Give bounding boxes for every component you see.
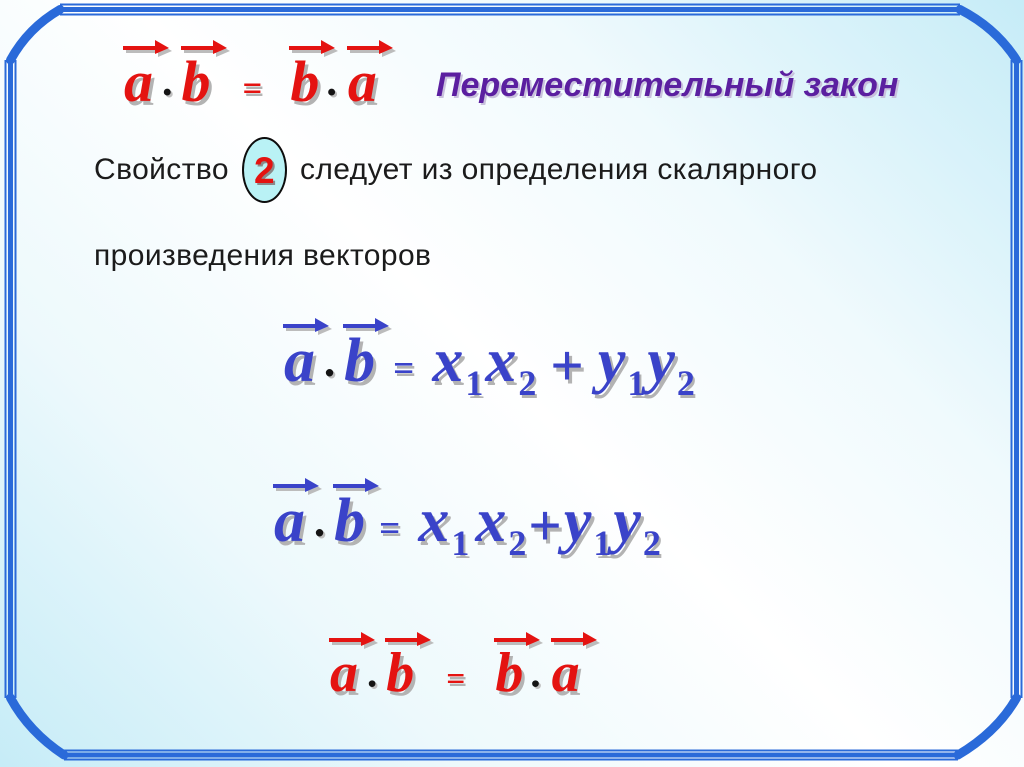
variable-y1: y: [563, 487, 592, 555]
equals-sign: =: [393, 348, 415, 390]
variable-x1: x: [432, 327, 464, 395]
dot-operator: •: [368, 670, 377, 697]
vector-letter-a: a: [551, 642, 580, 704]
property-number-badge: [242, 137, 287, 203]
equals-sign: =: [242, 69, 263, 109]
vector-letter-a: a: [284, 327, 315, 395]
vector-arrow-icon: [122, 37, 170, 55]
subscript-2: 2: [676, 363, 695, 404]
vector-arrow-icon: [288, 37, 336, 55]
subscript-1: 1: [627, 363, 646, 404]
variable-y2: y: [613, 487, 641, 555]
vector-letter-a: a: [347, 49, 377, 114]
statement-rest: следует из определения скалярного: [299, 153, 818, 186]
corner-swoosh-top-left: [11, 10, 61, 61]
vector-a: [284, 327, 315, 395]
vector-arrow-icon: [328, 629, 376, 647]
dot-operator: •: [327, 79, 336, 107]
vector-b: [386, 642, 415, 704]
statement-line-1: [94, 137, 818, 203]
subscript-1: 1: [465, 363, 484, 404]
vector-letter-b: b: [386, 642, 415, 704]
vector-arrow-icon: [384, 629, 432, 647]
statement-lead: Свойство: [94, 153, 229, 186]
subscript-2: 2: [518, 363, 537, 404]
vector-b: [334, 487, 366, 555]
variable-y2: y: [647, 327, 675, 395]
vector-b: [181, 49, 211, 114]
subscript-1: 1: [451, 523, 470, 564]
vector-letter-a: a: [330, 642, 358, 704]
plus-sign: +: [550, 334, 584, 400]
vector-letter-b: b: [181, 49, 211, 114]
dot-operator: •: [163, 79, 172, 107]
plus-sign: +: [528, 494, 562, 560]
formula-commutative-top: [124, 49, 377, 114]
property-number: 2: [253, 149, 275, 191]
vector-a: [347, 49, 377, 114]
vector-letter-b: b: [290, 49, 320, 114]
subscript-1: 1: [593, 523, 612, 564]
vector-b: [344, 327, 376, 395]
vector-a: [551, 642, 580, 704]
subscript-2: 2: [642, 523, 661, 564]
corner-swoosh-bottom-left: [11, 698, 65, 755]
vector-a: [124, 49, 153, 114]
vector-a: [274, 487, 305, 555]
equals-sign: =: [379, 508, 401, 550]
equals-sign: =: [446, 660, 466, 698]
vector-arrow-icon: [282, 315, 330, 333]
vector-letter-b: b: [334, 487, 366, 555]
formula-commutative-bottom: [330, 642, 580, 704]
vector-arrow-icon: [550, 629, 598, 647]
vector-b: [495, 642, 524, 704]
vector-arrow-icon: [332, 475, 380, 493]
variable-x1: x: [418, 487, 450, 555]
subscript-2: 2: [508, 523, 527, 564]
variable-x2: x: [475, 487, 507, 555]
vector-b: [290, 49, 320, 114]
dot-operator: •: [315, 517, 325, 548]
vector-arrow-icon: [493, 629, 541, 647]
variable-x2: x: [485, 327, 517, 395]
law-title: Переместительный закон: [436, 66, 899, 104]
vector-arrow-icon: [272, 475, 320, 493]
vector-letter-a: a: [274, 487, 305, 555]
formula-coordinates-2: [274, 487, 661, 564]
corner-swoosh-top-right: [960, 10, 1017, 61]
vector-arrow-icon: [346, 37, 394, 55]
variable-y1: y: [597, 327, 626, 395]
corner-swoosh-bottom-right: [958, 698, 1017, 755]
vector-a: [330, 642, 358, 704]
statement-line-2: произведения векторов: [94, 239, 432, 272]
vector-letter-a: a: [124, 49, 153, 114]
vector-letter-b: b: [495, 642, 524, 704]
vector-letter-b: b: [344, 327, 376, 395]
dot-operator: •: [531, 670, 540, 697]
vector-arrow-icon: [342, 315, 390, 333]
formula-coordinates-1: [284, 327, 695, 404]
dot-operator: •: [325, 357, 335, 388]
vector-arrow-icon: [180, 37, 228, 55]
